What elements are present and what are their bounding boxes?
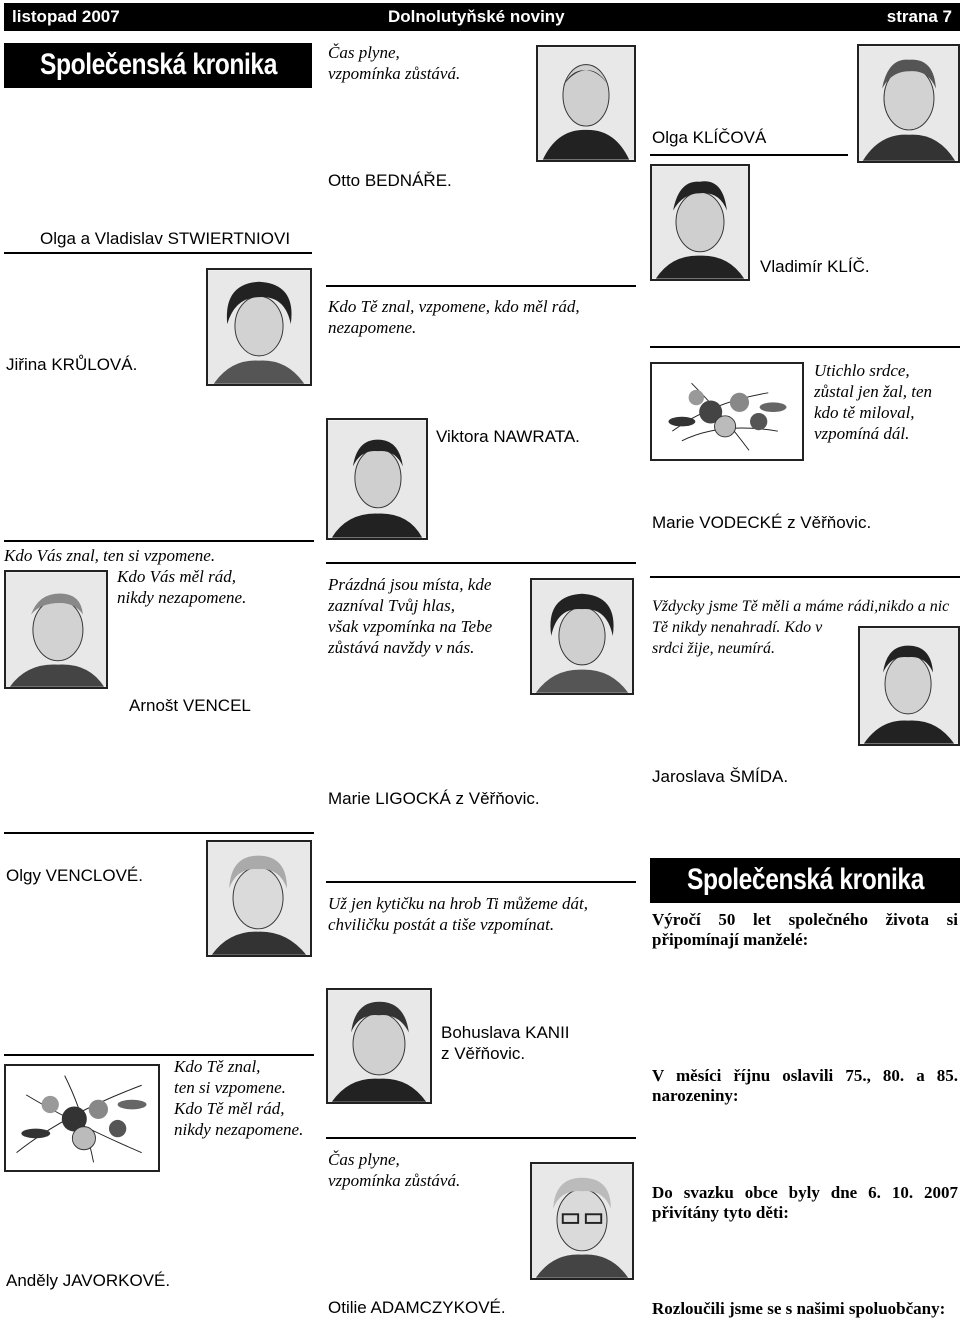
quote-text: Prázdná jsou místa, kde zazníval Tvůj hlas, však vzpomínka na Tebe zůstává navždy v nás. (328, 575, 493, 657)
portrait-photo (858, 626, 960, 746)
divider (650, 346, 960, 348)
quote-text: Čas plyne, vzpomínka zůstává. (328, 1150, 461, 1190)
deceased-name: Bohuslava KANII z Věřňovic. (441, 1023, 570, 1063)
deceased-name: Arnošt VENCEL (129, 696, 251, 715)
page-header (4, 3, 960, 31)
divider (326, 562, 636, 564)
flower-bouquet-image (4, 1064, 160, 1172)
deceased-name: Anděly JAVORKOVÉ. (6, 1271, 171, 1290)
portrait-photo (536, 45, 636, 162)
quote-text: Kdo Tě znal, ten si vzpomene. Kdo Tě měl rád, nikdy nezapomene. (174, 1057, 304, 1139)
deceased-name: Viktora NAWRATA. (436, 427, 580, 446)
divider (326, 1137, 636, 1139)
quote-text: Utichlo srdce, zůstal jen žal, ten kdo tě miloval, vzpomíná dál. (814, 361, 933, 443)
deceased-name: Olgy VENCLOVÉ. (6, 866, 143, 885)
portrait-photo (326, 988, 432, 1104)
header-page-number: strana 7 (886, 7, 952, 26)
header-date: listopad 2007 (12, 7, 120, 26)
portrait-photo (4, 570, 108, 689)
portrait-photo (530, 1162, 634, 1280)
announcement-text: Do svazku obce byly dne 6. 10. 2007 přivítány tyto děti: (652, 1183, 958, 1222)
deceased-name: Olga KLÍČOVÁ (652, 128, 767, 147)
deceased-name: Vladimír KLÍČ. (760, 257, 870, 276)
deceased-name: Marie LIGOCKÁ z Věřňovic. (328, 789, 540, 808)
section-title: Společenská kronika (650, 858, 960, 903)
quote-text: Kdo Vás měl rád, nikdy nezapomene. (117, 567, 247, 607)
portrait-photo (857, 44, 960, 163)
quote-text: Kdo Vás znal, ten si vzpomene. (4, 546, 216, 565)
deceased-name: Jiřina KRŮLOVÁ. (6, 355, 138, 374)
header-newspaper-name: Dolnolutyňské noviny (388, 7, 565, 26)
divider (326, 285, 636, 287)
section-title: Společenská kronika (4, 43, 312, 88)
portrait-photo (206, 840, 312, 957)
divider (650, 154, 848, 156)
deceased-name: Otilie ADAMCZYKOVÉ. (328, 1298, 506, 1317)
divider (4, 252, 312, 254)
flower-bouquet-image (650, 362, 804, 461)
divider (650, 576, 960, 578)
divider (4, 540, 314, 542)
deceased-name: Jaroslava ŠMÍDA. (652, 767, 789, 786)
portrait-photo (326, 418, 428, 540)
announcement-text: V měsíci říjnu oslavili 75., 80. a 85. narozeniny: (652, 1066, 958, 1105)
announcement-text: Výročí 50 let společného života si připomínají manželé: (652, 910, 958, 949)
quote-text: Vždycky jsme Tě měli a máme rádi,nikdo a nic Tě nikdy nenahradí. Kdo v srdci žije, neumírá. (652, 598, 950, 657)
quote-text: Kdo Tě znal, vzpomene, kdo měl rád, nezapomene. (328, 297, 580, 337)
portrait-photo (530, 578, 634, 695)
announcement-text: Rozloučili jsme se s našimi spoluobčany: (652, 1299, 946, 1318)
quote-text: Už jen kytičku na hrob Ti můžeme dát, chviličku postát a tiše vzpomínat. (328, 894, 588, 934)
quote-text: Čas plyne, vzpomínka zůstává. (328, 43, 461, 83)
divider (326, 881, 636, 883)
portrait-photo (206, 268, 312, 386)
deceased-name: Olga a Vladislav STWIERTNIOVI (40, 229, 291, 248)
portrait-photo (650, 164, 750, 281)
divider (4, 832, 314, 834)
deceased-name: Otto BEDNÁŘE. (328, 171, 452, 190)
deceased-name: Marie VODECKÉ z Věřňovic. (652, 513, 872, 532)
